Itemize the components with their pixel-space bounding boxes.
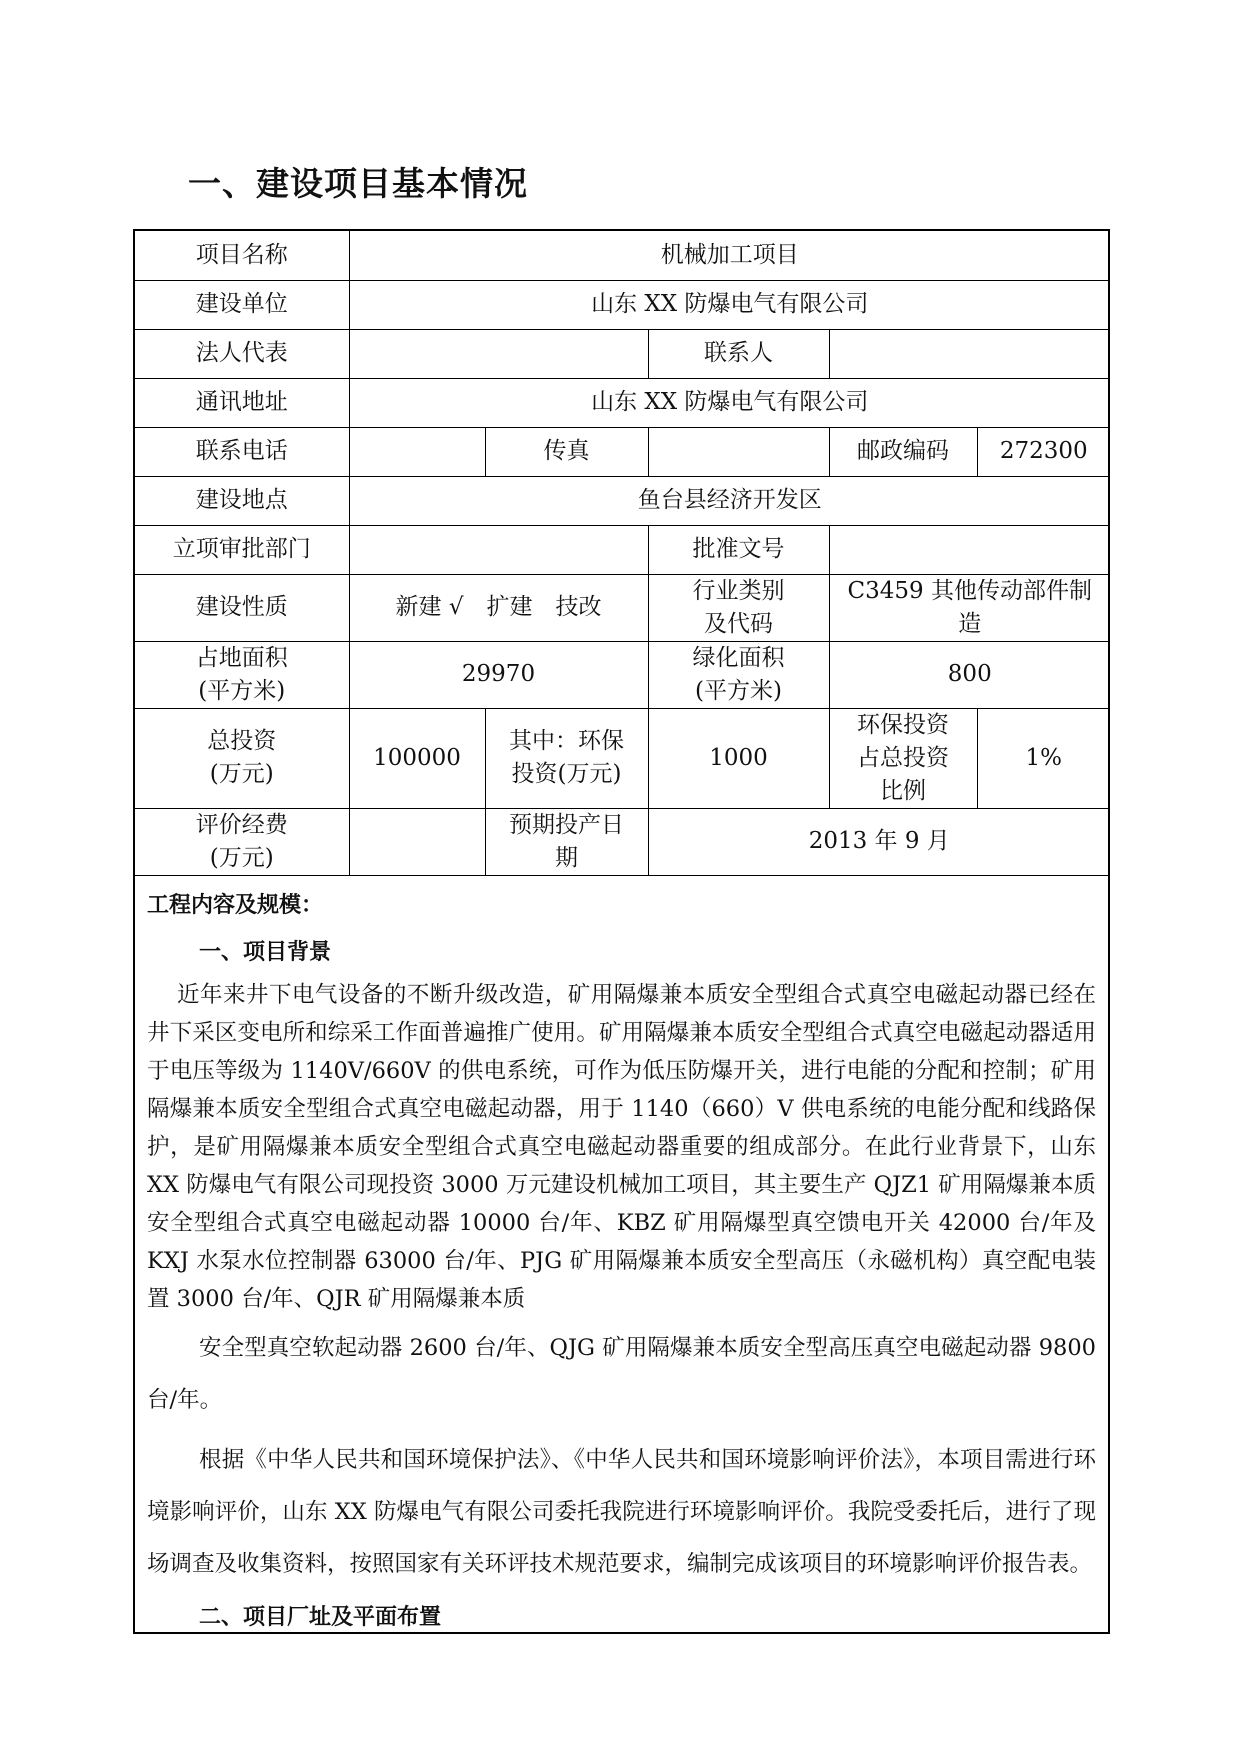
env-invest-label-line2: 投资(万元) — [511, 761, 622, 787]
invest-value: 100000 — [349, 708, 485, 808]
row-builder — [135, 280, 1110, 329]
approval-dept-label: 立项审批部门 — [135, 525, 349, 574]
industry-label-line2: 及代码 — [704, 610, 773, 637]
env-invest-value: 1000 — [648, 708, 829, 808]
project-name-label: 项目名称 — [135, 231, 349, 280]
project-name-value: 机械加工项目 — [349, 231, 1110, 280]
row-project-name — [135, 231, 1110, 280]
legal-rep-label: 法人代表 — [135, 329, 349, 378]
industry-value — [829, 574, 1110, 641]
info-form — [133, 229, 1110, 1634]
row-address — [135, 378, 1110, 427]
section-site-title: 二、项目厂址及平面布置 — [199, 1604, 442, 1630]
fax-label: 传真 — [485, 427, 648, 476]
invest-label-line2: (万元) — [209, 761, 274, 787]
contact-value — [829, 329, 1110, 378]
invest-label — [135, 708, 349, 808]
phone-value — [349, 427, 485, 476]
products-paragraph: 安全型真空软起动器 2600 台/年、QJG 矿用隔爆兼本质安全型高压真空电磁起动器 9800 台/年。 — [147, 1334, 1096, 1413]
fee-label-line2: (万元) — [209, 844, 274, 871]
approval-no-value — [829, 525, 1110, 574]
row-fee — [135, 808, 1110, 875]
prod-date-label — [485, 808, 648, 875]
area-label-line2: (平方米) — [198, 677, 286, 704]
fee-value — [349, 808, 485, 875]
builder-label: 建设单位 — [135, 280, 349, 329]
basic-info-table — [135, 231, 1110, 876]
ratio-value: 1% — [977, 708, 1110, 808]
address-value: 山东 XX 防爆电气有限公司 — [349, 378, 1110, 427]
green-label — [648, 641, 829, 708]
row-area — [135, 641, 1110, 708]
nature-value: 新建 √ 扩建 技改 — [349, 574, 648, 641]
ratio-label-line3: 比例 — [880, 777, 926, 804]
approval-dept-value — [349, 525, 648, 574]
builder-value: 山东 XX 防爆电气有限公司 — [349, 280, 1110, 329]
address-label: 通讯地址 — [135, 378, 349, 427]
area-value: 29970 — [349, 641, 648, 708]
approval-no-label: 批准文号 — [648, 525, 829, 574]
green-label-line1: 绿化面积 — [692, 644, 785, 671]
industry-value-line1: C3459 其他传动部件制 — [847, 577, 1092, 604]
env-invest-label — [485, 708, 648, 808]
location-label: 建设地点 — [135, 476, 349, 525]
green-label-line2: (平方米) — [695, 677, 782, 704]
green-value: 800 — [829, 641, 1110, 708]
nature-label: 建设性质 — [135, 574, 349, 641]
project-content — [135, 888, 1108, 1631]
prod-date-label-line2: 期 — [555, 844, 578, 871]
row-nature — [135, 574, 1110, 641]
ratio-label — [829, 708, 977, 808]
area-label-line1: 占地面积 — [195, 644, 288, 671]
postcode-value: 272300 — [977, 427, 1110, 476]
prod-date-value: 2013 年 9 月 — [648, 808, 1110, 875]
env-invest-label-line1: 其中：环保 — [509, 728, 624, 754]
row-investment — [135, 708, 1110, 808]
row-phone — [135, 427, 1110, 476]
background-paragraph: 近年来井下电气设备的不断升级改造，矿用隔爆兼本质安全型组合式真空电磁起动器已经在井下采区变电所和综采工作面普遍推广使用。矿用隔爆兼本质安全型组合式真空电磁起动器适用于电压等级为 1140V/660V 的供电系统，可作为低压防爆开关，进行电能的分配和控制；矿用隔爆兼本质安全型组合式真空电磁起动器，用于 1140（660）V 供电系统的电能分配和线路保护，是矿用隔爆兼本质安全型组合式真空电磁起动器重要的组成部分。在此行业背景下，山东 XX 防爆电气有限公司现投资 3000 万元建设机械加工项目，其主要生产 QJZ1 矿用隔爆兼本质安全型组合式真空电磁起动器 10000 台/年、KBZ 矿用隔爆型真空馈电开关 42000 台/年及 KXJ 水泵水位控制器 63000 台/年、PJG 矿用隔爆兼本质安全型高压（永磁机构）真空配电装置 3000 台/年、QJR 矿用隔爆兼本质 — [147, 981, 1096, 1312]
industry-value-line2: 造 — [958, 610, 982, 637]
industry-label — [648, 574, 829, 641]
ratio-label-line1: 环保投资 — [857, 711, 949, 738]
row-approval — [135, 525, 1110, 574]
contact-label: 联系人 — [648, 329, 829, 378]
content-heading: 工程内容及规模： — [147, 892, 324, 918]
section-background-title: 一、项目背景 — [199, 939, 332, 965]
invest-label-line1: 总投资 — [207, 728, 277, 754]
evaluation-paragraph: 根据《中华人民共和国环境保护法》、《中华人民共和国环境影响评价法》，本项目需进行环境影响评价，山东 XX 防爆电气有限公司委托我院进行环境影响评价。我院受委托后，进行了现场调查及收集资料，按照国家有关环评技术规范要求，编制完成该项目的环境影响评价报告表。 — [147, 1446, 1096, 1577]
row-location — [135, 476, 1110, 525]
legal-rep-value — [349, 329, 648, 378]
location-value: 鱼台县经济开发区 — [349, 476, 1110, 525]
phone-label: 联系电话 — [135, 427, 349, 476]
industry-label-line1: 行业类别 — [692, 577, 785, 604]
ratio-label-line2: 占总投资 — [857, 744, 949, 771]
fee-label — [135, 808, 349, 875]
row-legal-rep — [135, 329, 1110, 378]
area-label — [135, 641, 349, 708]
postcode-label: 邮政编码 — [829, 427, 977, 476]
fax-value — [648, 427, 829, 476]
page-title: 一、建设项目基本情况 — [188, 164, 528, 203]
prod-date-label-line1: 预期投产日 — [509, 811, 624, 838]
fee-label-line1: 评价经费 — [195, 811, 288, 838]
